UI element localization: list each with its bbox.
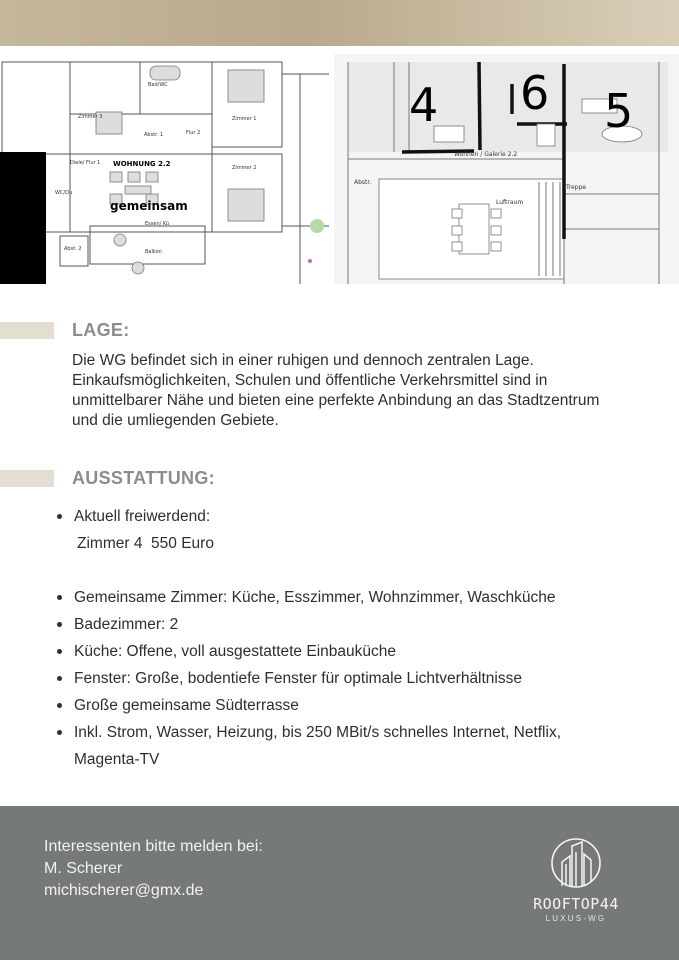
svg-text:Abstr. 1: Abstr. 1 [144,132,164,138]
floor-plan-right [334,54,679,284]
feature-text: Badezimmer: 2 [74,616,179,633]
lage-section-bar [0,322,54,339]
svg-text:Zimmer 1: Zimmer 1 [232,116,257,122]
ausstattung-section-bar [0,470,54,487]
footer [0,806,679,960]
feature-text: Küche: Offene, voll ausgestattete Einbauküche [74,643,396,660]
svg-text:Abstr.: Abstr. [354,179,372,186]
bullet-icon [57,649,62,654]
features-list [56,584,616,773]
floor-plans [0,54,679,284]
svg-text:Essen/ Kü: Essen/ Kü [145,221,170,227]
unit-label: WOHNUNG 2.2 [113,160,171,168]
rooftop44-logo [530,832,630,932]
list-item [56,584,616,611]
svg-text:Zimmer 3: Zimmer 3 [78,114,103,120]
list-item [56,719,616,773]
logo-wordmark: ROOFTOP44 [533,895,619,913]
svg-text:Treppe: Treppe [566,184,587,191]
feature-text: Gemeinsame Zimmer: Küche, Esszimmer, Wohnzimmer, Waschküche [74,589,556,606]
list-item [56,503,214,530]
shared-area-label: gemeinsam [110,199,188,213]
logo-subtitle: LUXUS-WG [545,914,607,923]
feature-text: Inkl. Strom, Wasser, Heizung, bis 250 MBit/s schnelles Internet, Netflix, Magenta-TV [74,724,562,768]
svg-text:Zimmer 2: Zimmer 2 [232,165,257,171]
lage-heading: LAGE: [72,320,130,340]
ausstattung-heading: AUSSTATTUNG: [72,468,215,488]
floor-plan-left [0,54,329,284]
bullet-icon [57,676,62,681]
bullet-icon [57,730,62,735]
feature-text: Große gemeinsame Südterrasse [74,697,299,714]
availability-list [56,503,214,557]
feature-text: Fenster: Große, bodentiefe Fenster für optimale Lichtverhältnisse [74,670,522,687]
svg-text:Wohnen / Galerie 2.2: Wohnen / Galerie 2.2 [454,151,518,158]
available-room-price: Zimmer 4 550 Euro [77,535,214,552]
lage-description: Die WG befindet sich in einer ruhigen und dennoch zentralen Lage. Einkaufsmöglichkeiten, Schulen und öffentliche Verkehrsmittel sind in unmittelbarer Nähe und bieten eine perfekte Anbindung an das Stadtzentrum und die umliegenden Gebiete. [72,352,600,429]
list-item [56,692,616,719]
room-number-5: 5 [604,84,634,138]
availability-label: Aktuell freiwerdend: [74,508,211,525]
top-decorative-band [0,0,679,46]
list-item [56,611,616,638]
contact-name: M. Scherer [44,860,123,877]
svg-text:Bad/WC: Bad/WC [148,82,168,88]
svg-text:Diele/ Flur 1: Diele/ Flur 1 [70,160,101,166]
svg-text:Luftraum: Luftraum [496,199,524,206]
svg-text:Abst. 2: Abst. 2 [64,246,82,252]
contact-email[interactable]: michischerer@gmx.de [44,882,204,899]
list-item [56,638,616,665]
contact-intro: Interessenten bitte melden bei: [44,838,263,855]
contact-block [44,836,263,902]
svg-text:Flur 2: Flur 2 [186,130,201,136]
list-item [56,665,616,692]
svg-text:Balkon: Balkon [145,249,162,255]
bullet-icon [57,514,62,519]
list-item-detail [56,530,214,557]
bullet-icon [57,622,62,627]
room-number-4: 4 [409,78,439,132]
building-logo-icon [530,832,622,894]
svg-text:WC/Du: WC/Du [55,190,73,196]
room-number-6: 6 [520,66,550,120]
floor-plan-left-drawing [0,54,329,284]
bullet-icon [57,703,62,708]
bullet-icon [57,595,62,600]
